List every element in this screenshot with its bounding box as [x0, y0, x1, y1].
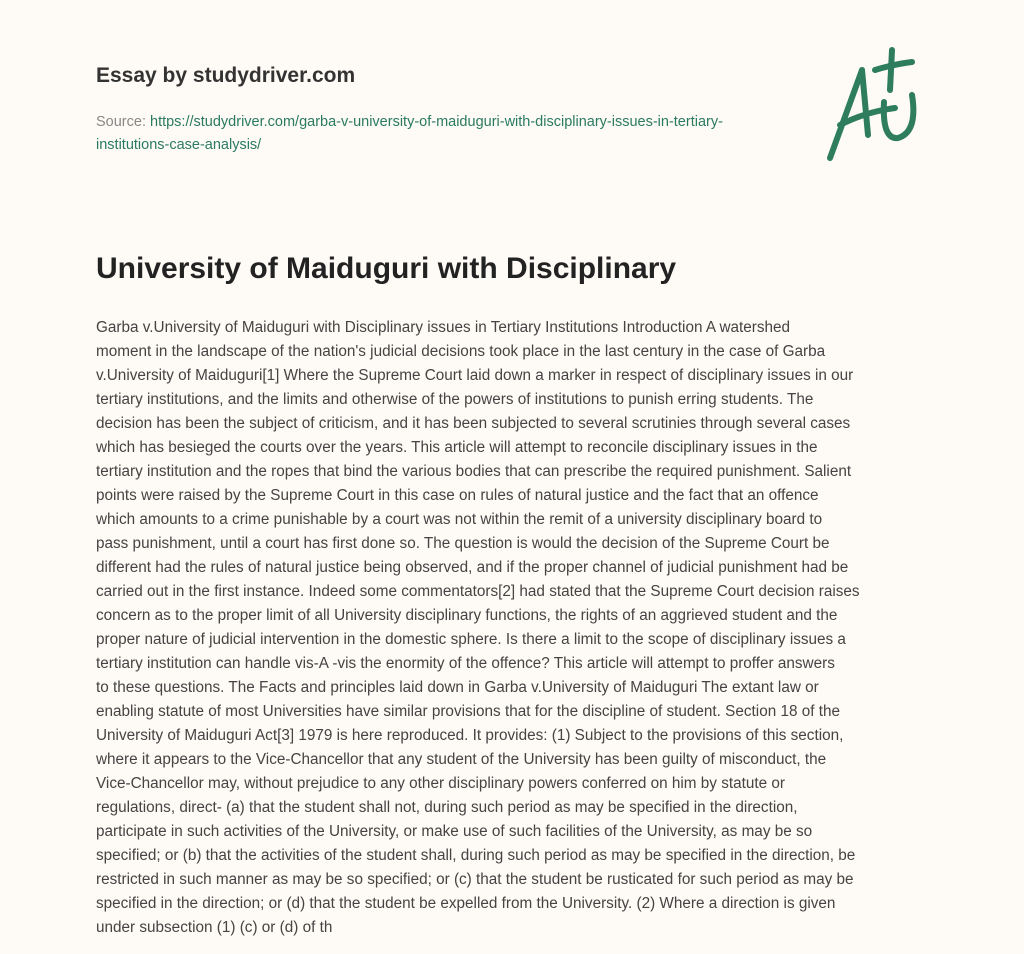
- body-line: concern as to the proper limit of all University disciplinary functions, the rights of an aggrieved student and the: [96, 607, 838, 624]
- source-link[interactable]: https://studydriver.com/garba-v-university-of-maiduguri-with-disciplinary-issues-in-tertiary-institutions-case-analysis/: [96, 114, 723, 153]
- body-line: points were raised by the Supreme Court in this case on rules of natural justice and the fact that an offence: [96, 487, 819, 504]
- body-line: enabling statute of most Universities have similar provisions that for the discipline of student. Section 18 of the: [96, 703, 840, 720]
- body-line: pass punishment, until a court has first done so. The question is would the decision of the Supreme Court be: [96, 535, 830, 552]
- body-line: v.University of Maiduguri[1] Where the Supreme Court laid down a marker in respect of disciplinary issues in our: [96, 367, 854, 384]
- body-line: tertiary institution and the ropes that bind the various bodies that can prescribe the required punishment. Salient: [96, 463, 852, 480]
- body-line: to these questions. The Facts and principles laid down in Garba v.University of Maiduguri The extant law or: [96, 679, 819, 696]
- body-line: decision has been the subject of criticism, and it has been subjected to several scrutinies through several cases: [96, 415, 851, 432]
- body-line: Garba v.University of Maiduguri with Disciplinary issues in Tertiary Institutions Introduction A watershed: [96, 319, 791, 336]
- article-title: University of Maiduguri with Disciplinary: [96, 252, 677, 285]
- article-body: [96, 316, 860, 940]
- source-label: Source:: [96, 114, 150, 130]
- body-line: tertiary institution can handle vis-A -vis the enormity of the offence? This article will attempt to proffer answers: [96, 655, 835, 672]
- body-line: University of Maiduguri Act[3] 1979 is here reproduced. It provides: (1) Subject to the provisions of this section,: [96, 727, 844, 744]
- body-line: under subsection (1) (c) or (d) of th: [96, 919, 333, 936]
- site-brand: Essay by studydriver.com: [96, 64, 356, 87]
- body-line: restricted in such manner as may be so specified; or (c) that the student be rusticated for such period as may be: [96, 871, 854, 888]
- a-plus-logo-icon: [820, 40, 930, 165]
- body-line: specified; or (b) that the activities of the student shall, during such period as may be specified in the direction, be: [96, 847, 856, 864]
- source-line: [96, 111, 756, 157]
- body-line: which has besieged the courts over the years. This article will attempt to reconcile disciplinary issues in the: [96, 439, 818, 456]
- body-line: Vice-Chancellor may, without prejudice to any other disciplinary powers conferred on him by statute or: [96, 775, 785, 792]
- body-line: proper nature of judicial intervention in the domestic sphere. Is there a limit to the scope of disciplinary issues a: [96, 631, 846, 648]
- body-line: tertiary institutions, and the limits and otherwise of the powers of institutions to punish erring students. The: [96, 391, 814, 408]
- body-line: regulations, direct- (a) that the student shall not, during such period as may be specified in the direction,: [96, 799, 798, 816]
- body-line: participate in such activities of the University, or make use of such facilities of the University, as may be so: [96, 823, 813, 840]
- body-line: where it appears to the Vice-Chancellor that any student of the University has been guilty of misconduct, the: [96, 751, 827, 768]
- body-line: which amounts to a crime punishable by a court was not within the remit of a university disciplinary board to: [96, 511, 823, 528]
- body-line: moment in the landscape of the nation's judicial decisions took place in the last century in the case of Garba: [96, 343, 826, 360]
- body-line: specified in the direction; or (d) that the student be expelled from the University. (2) Where a direction is given: [96, 895, 836, 912]
- body-line: different had the rules of natural justice being observed, and if the proper channel of judicial punishment had be: [96, 559, 849, 576]
- body-line: carried out in the first instance. Indeed some commentators[2] had stated that the Supreme Court decision raises: [96, 583, 860, 600]
